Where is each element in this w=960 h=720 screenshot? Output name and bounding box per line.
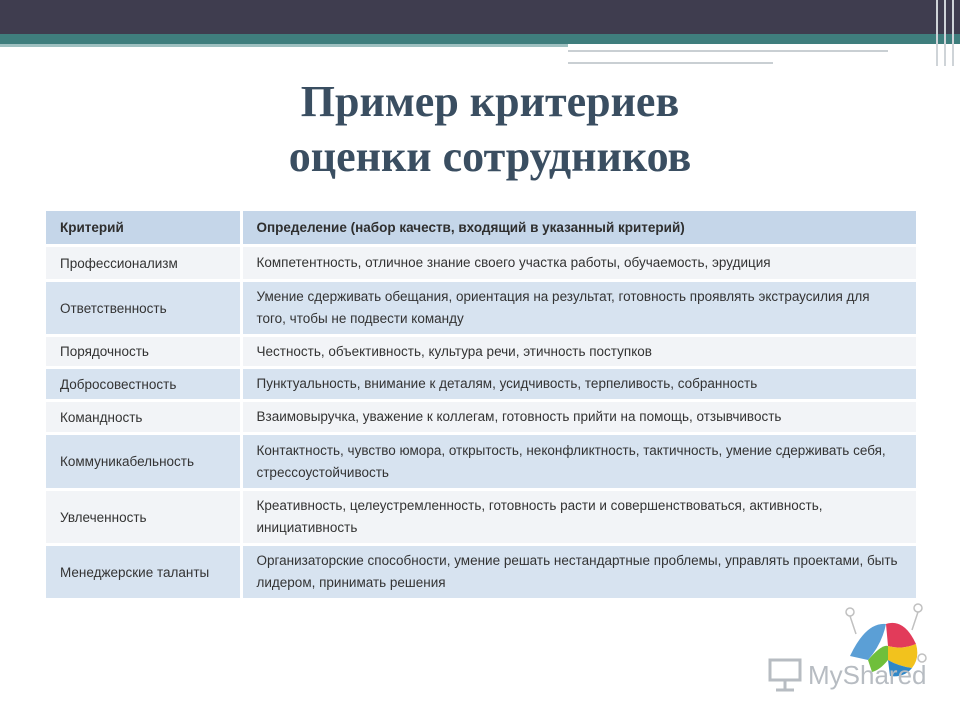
myshared-text: MyShared	[808, 660, 927, 690]
table-row	[46, 490, 916, 545]
presentation-board-icon	[768, 656, 802, 692]
top-header-bar	[0, 0, 960, 34]
criterion-cell: Добросовестность	[46, 368, 241, 401]
teal-accent-band	[0, 34, 960, 44]
criterion-cell: Порядочность	[46, 336, 241, 368]
criterion-cell: Командность	[46, 401, 241, 434]
table-row	[46, 336, 916, 368]
definition-cell: Креативность, целеустремленность, готовность расти и совершенствоваться, активность, инициативность	[241, 490, 916, 545]
criterion-cell: Менеджерские таланты	[46, 545, 241, 600]
table-row	[46, 246, 916, 281]
table-row	[46, 545, 916, 600]
criteria-table	[46, 211, 916, 601]
table-row	[46, 368, 916, 401]
table-header-row	[46, 211, 916, 246]
slide-title-line-1: Пример критериев	[300, 77, 680, 126]
table-row	[46, 434, 916, 490]
table-row	[46, 401, 916, 434]
criterion-cell: Профессионализм	[46, 246, 241, 281]
myshared-watermark	[768, 600, 928, 696]
column-header-criterion: Критерий	[46, 211, 241, 246]
slide-title-line-2: оценки сотрудников	[288, 132, 692, 181]
definition-cell: Организаторские способности, умение решать нестандартные проблемы, управлять проектами, быть лидером, принимать решения	[241, 545, 916, 600]
definition-cell: Умение сдерживать обещания, ориентация на результат, готовность проявлять экстраусилия для того, чтобы не подвести команду	[241, 281, 916, 336]
definition-cell: Компетентность, отличное знание своего участка работы, обучаемость, эрудиция	[241, 246, 916, 281]
table-row	[46, 281, 916, 336]
definition-cell: Взаимовыручка, уважение к коллегам, готовность прийти на помощь, отзывчивость	[241, 401, 916, 434]
slide-title	[0, 74, 960, 184]
criterion-cell: Увлеченность	[46, 490, 241, 545]
decorative-line	[568, 50, 888, 52]
criterion-cell: Ответственность	[46, 281, 241, 336]
decorative-line	[568, 62, 773, 64]
definition-cell: Честность, объективность, культура речи, этичность поступков	[241, 336, 916, 368]
definition-cell: Пунктуальность, внимание к деталям, усидчивость, терпеливость, собранность	[241, 368, 916, 401]
definition-cell: Контактность, чувство юмора, открытость, неконфликтность, тактичность, умение сдерживать себя, стрессоустойчивость	[241, 434, 916, 490]
criterion-cell: Коммуникабельность	[46, 434, 241, 490]
column-header-definition: Определение (набор качеств, входящий в указанный критерий)	[241, 211, 916, 246]
corner-decoration	[936, 0, 954, 66]
